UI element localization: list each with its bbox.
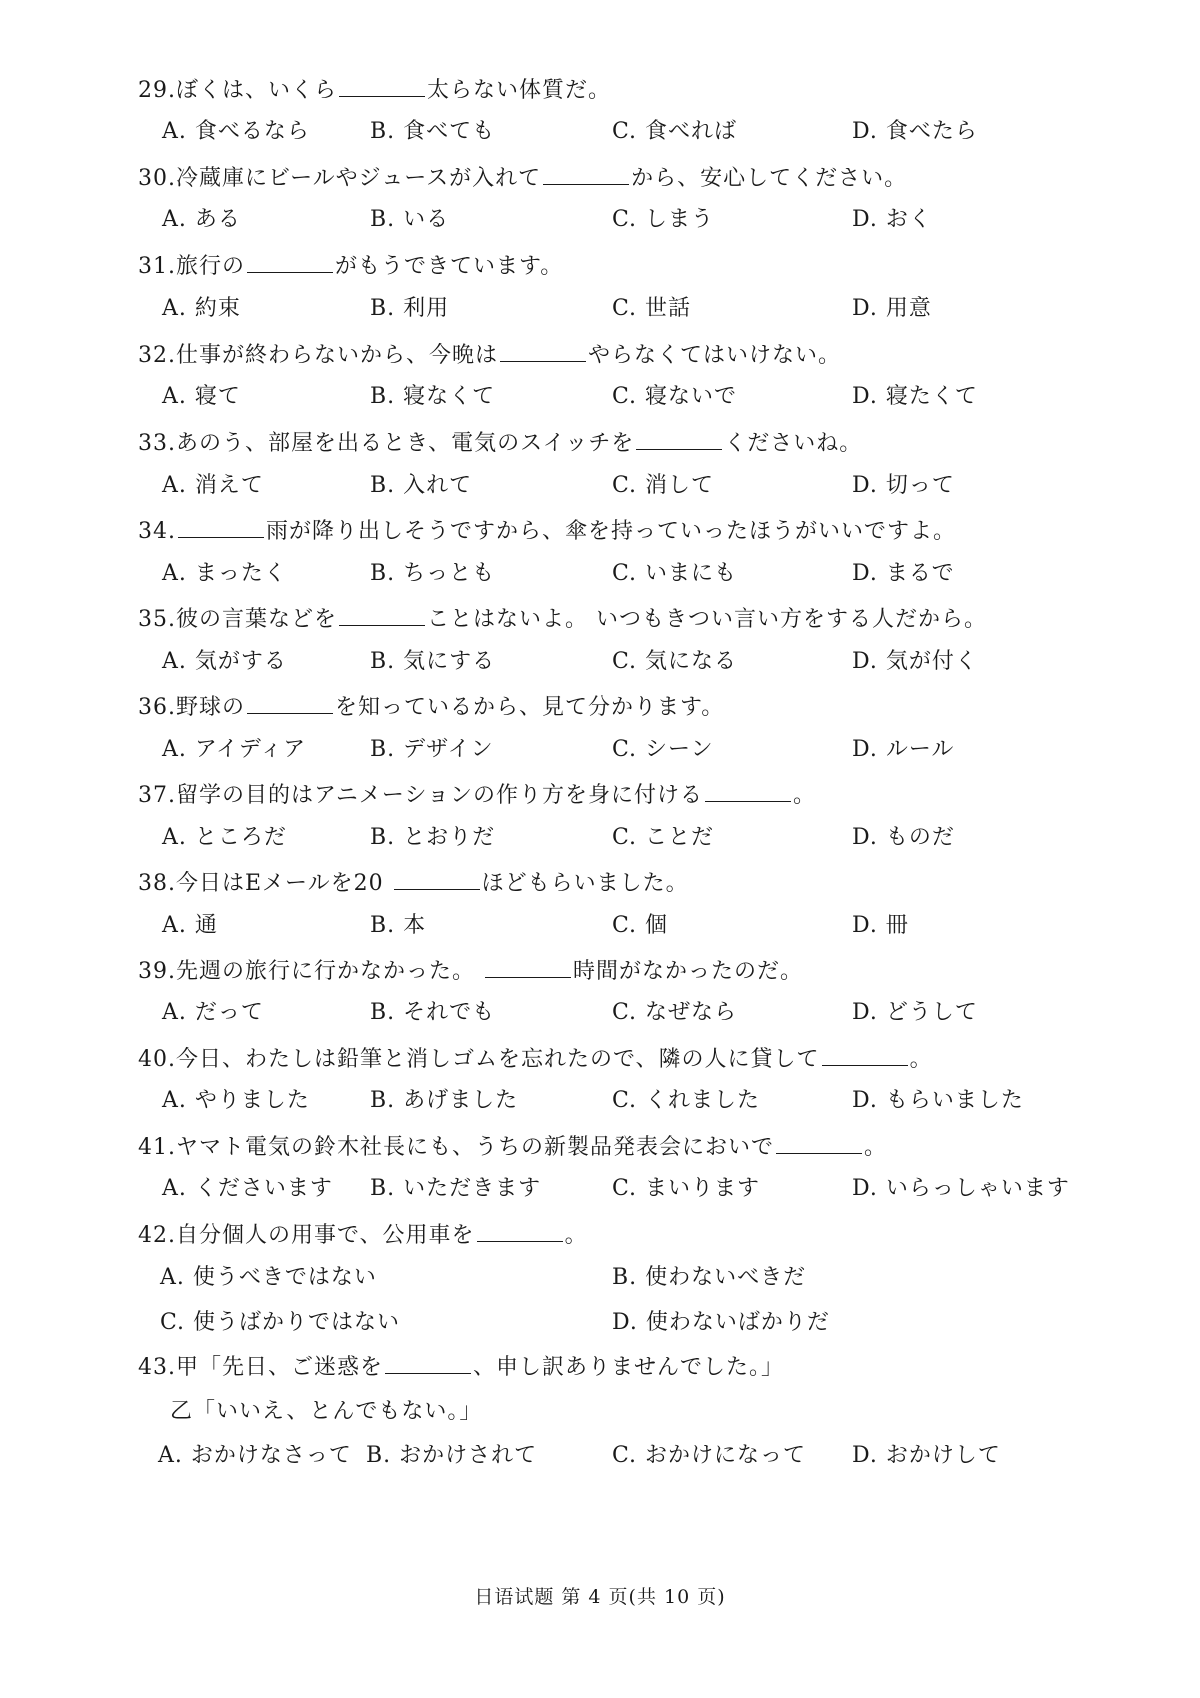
question-number: 36. — [138, 695, 176, 720]
question-number: 39. — [138, 959, 176, 984]
question-text-after: を知っているから、見て分かります。 — [335, 695, 725, 720]
question-32 — [138, 339, 841, 372]
question-number: 32. — [138, 343, 176, 368]
answer-blank — [500, 339, 586, 362]
option-b: B. デザイン — [370, 737, 494, 762]
option-a: A. 使うべきではない — [160, 1265, 377, 1290]
question-text-after: がもうできています。 — [335, 254, 564, 279]
option-a: A. 寝て — [162, 384, 241, 409]
option-c: C. 消して — [612, 473, 715, 498]
answer-blank — [477, 1219, 563, 1242]
option-a: A. 約束 — [162, 296, 241, 321]
option-b: B. 本 — [370, 913, 427, 938]
question-text-after: ほどもらいました。 — [481, 871, 689, 896]
option-a: A. 通 — [162, 913, 218, 938]
question-number: 34. — [138, 519, 176, 544]
option-c: C. くれました — [612, 1088, 761, 1113]
question-number: 37. — [138, 783, 176, 808]
option-c: C. いまにも — [612, 561, 738, 586]
answer-blank — [247, 691, 333, 714]
question-34 — [138, 515, 956, 548]
option-a: A. アイディア — [162, 737, 307, 762]
question-33 — [138, 427, 862, 460]
option-d: D. どうして — [852, 1000, 978, 1025]
option-b: B. 利用 — [370, 296, 450, 321]
question-text-before: 旅行の — [176, 254, 246, 279]
question-text-after: やらなくてはいけない。 — [588, 343, 842, 368]
question-text-after: 。 — [909, 1047, 933, 1072]
option-c: C. なぜなら — [612, 1000, 738, 1025]
question-30 — [138, 162, 907, 195]
question-text-before: 先週の旅行に行かなかった。 — [176, 959, 483, 984]
question-number: 38. — [138, 871, 176, 896]
option-d: D. 冊 — [852, 913, 909, 938]
question-text-after: 時間がなかったのだ。 — [573, 959, 804, 984]
question-text-after: から、安心してください。 — [631, 166, 908, 191]
option-a: A. くださいます — [162, 1176, 333, 1201]
answer-blank — [636, 427, 722, 450]
question-text-before: あのう、部屋を出るとき、電気のスイッチを — [176, 431, 635, 456]
option-d: D. 食べたら — [852, 119, 978, 144]
question-41 — [138, 1131, 887, 1164]
option-b: B. ちっとも — [370, 561, 496, 586]
option-a: A. ある — [162, 207, 241, 232]
option-c: C. 寝ないで — [612, 384, 738, 409]
option-c: C. 食べれば — [612, 119, 738, 144]
question-text-before: 野球の — [176, 695, 246, 720]
question-text-after: くださいね。 — [724, 431, 863, 456]
question-number: 30. — [138, 166, 176, 191]
question-number: 43. — [138, 1355, 176, 1380]
answer-blank — [705, 779, 791, 802]
question-text-after: 。 — [864, 1135, 888, 1160]
option-b: B. 使わないべきだ — [612, 1265, 807, 1290]
question-text-after: 太らない体質だ。 — [427, 78, 612, 103]
option-c: C. しまう — [612, 207, 715, 232]
question-number: 29. — [138, 78, 176, 103]
question-text-after: 雨が降り出しそうですから、傘を持っていったほうがいいですよ。 — [266, 519, 957, 544]
question-39 — [138, 955, 803, 988]
option-b: B. それでも — [370, 1000, 496, 1025]
option-c: C. 個 — [612, 913, 669, 938]
question-text-after: ことはないよ。 いつもきつい言い方をする人だから。 — [427, 607, 988, 632]
option-a: A. おかけなさって — [158, 1443, 352, 1468]
answer-blank — [178, 515, 264, 538]
option-c: C. 世話 — [612, 296, 692, 321]
option-b: B. とおりだ — [370, 825, 496, 850]
option-b: B. 寝なくて — [370, 384, 496, 409]
question-text-after: 。 — [564, 1223, 588, 1248]
question-text-before: 留学の目的はアニメーションの作り方を身に付ける — [176, 783, 704, 808]
question-38 — [138, 867, 689, 900]
question-text-before: 甲「先日、ご迷惑を — [176, 1355, 384, 1380]
question-text-before: 自分個人の用事で、公用車を — [176, 1223, 475, 1248]
question-number: 31. — [138, 254, 176, 279]
option-b: B. 気にする — [370, 649, 496, 674]
answer-blank — [339, 74, 425, 97]
answer-blank — [394, 867, 480, 890]
answer-blank — [822, 1043, 908, 1066]
answer-blank — [339, 603, 425, 626]
answer-blank — [543, 162, 629, 185]
question-text-before: 今日、わたしは鉛筆と消しゴムを忘れたので、隣の人に貸して — [176, 1047, 820, 1072]
question-number: 41. — [138, 1135, 176, 1160]
answer-blank — [776, 1131, 862, 1154]
question-37 — [138, 779, 816, 812]
question-40 — [138, 1043, 933, 1076]
answer-blank — [247, 250, 333, 273]
option-b: B. 食べても — [370, 119, 496, 144]
option-a: A. まったく — [162, 561, 287, 586]
option-c: C. 使うばかりではない — [160, 1310, 401, 1335]
question-35 — [138, 603, 987, 636]
question-text-before: 仕事が終わらないから、今晩は — [176, 343, 499, 368]
question-text-before: ヤマト電気の鈴木社長にも、うちの新製品発表会においで — [176, 1135, 775, 1160]
question-36 — [138, 691, 724, 724]
option-b: B. いただきます — [370, 1176, 542, 1201]
option-d: D. 使わないばかりだ — [612, 1310, 830, 1335]
option-d: D. 寝たくて — [852, 384, 978, 409]
option-d: D. 用意 — [852, 296, 932, 321]
option-b: B. いる — [370, 207, 450, 232]
question-42 — [138, 1219, 588, 1252]
option-c: C. 気になる — [612, 649, 738, 674]
option-d: D. おく — [852, 207, 932, 232]
option-d: D. いらっしゃいます — [852, 1176, 1070, 1201]
answer-blank — [485, 955, 571, 978]
page-footer: 日语试题 第 4 页(共 10 页) — [474, 1586, 726, 1608]
question-text-before: 今日はEメールを20 — [176, 871, 392, 896]
option-b: B. 入れて — [370, 473, 473, 498]
option-c: C. おかけになって — [612, 1443, 807, 1468]
question-text-before: 冷蔵庫にビールやジュースが入れて — [176, 166, 542, 191]
question-29 — [138, 74, 611, 107]
option-a: A. 食べるなら — [162, 119, 310, 144]
option-a: A. 消えて — [162, 473, 264, 498]
option-c: C. ことだ — [612, 825, 715, 850]
option-d: D. 気が付く — [852, 649, 978, 674]
option-b: B. おかけされて — [366, 1443, 538, 1468]
option-b: B. あげました — [370, 1088, 519, 1113]
option-d: D. まるで — [852, 561, 955, 586]
option-c: C. まいります — [612, 1176, 761, 1201]
question-number: 33. — [138, 431, 176, 456]
option-a: A. やりました — [162, 1088, 310, 1113]
option-c: C. シーン — [612, 737, 714, 762]
option-d: D. おかけして — [852, 1443, 1001, 1468]
option-a: A. だって — [162, 1000, 264, 1025]
option-d: D. ルール — [852, 737, 955, 762]
question-text-after: 、申し訳ありませんでした。」 — [473, 1355, 785, 1380]
option-a: A. ところだ — [162, 825, 287, 850]
question-text-after: 。 — [793, 783, 817, 808]
dialogue-reply: 乙「いいえ、とんでもない。」 — [170, 1399, 483, 1424]
question-text-before: 彼の言葉などを — [176, 607, 338, 632]
option-d: D. ものだ — [852, 825, 955, 850]
answer-blank — [385, 1351, 471, 1374]
option-a: A. 気がする — [162, 649, 287, 674]
option-d: D. もらいました — [852, 1088, 1024, 1113]
option-d: D. 切って — [852, 473, 955, 498]
question-text-before: ぼくは、いくら — [176, 78, 338, 103]
question-31 — [138, 250, 563, 283]
question-number: 40. — [138, 1047, 176, 1072]
question-number: 42. — [138, 1223, 176, 1248]
question-43 — [138, 1351, 784, 1384]
question-number: 35. — [138, 607, 176, 632]
